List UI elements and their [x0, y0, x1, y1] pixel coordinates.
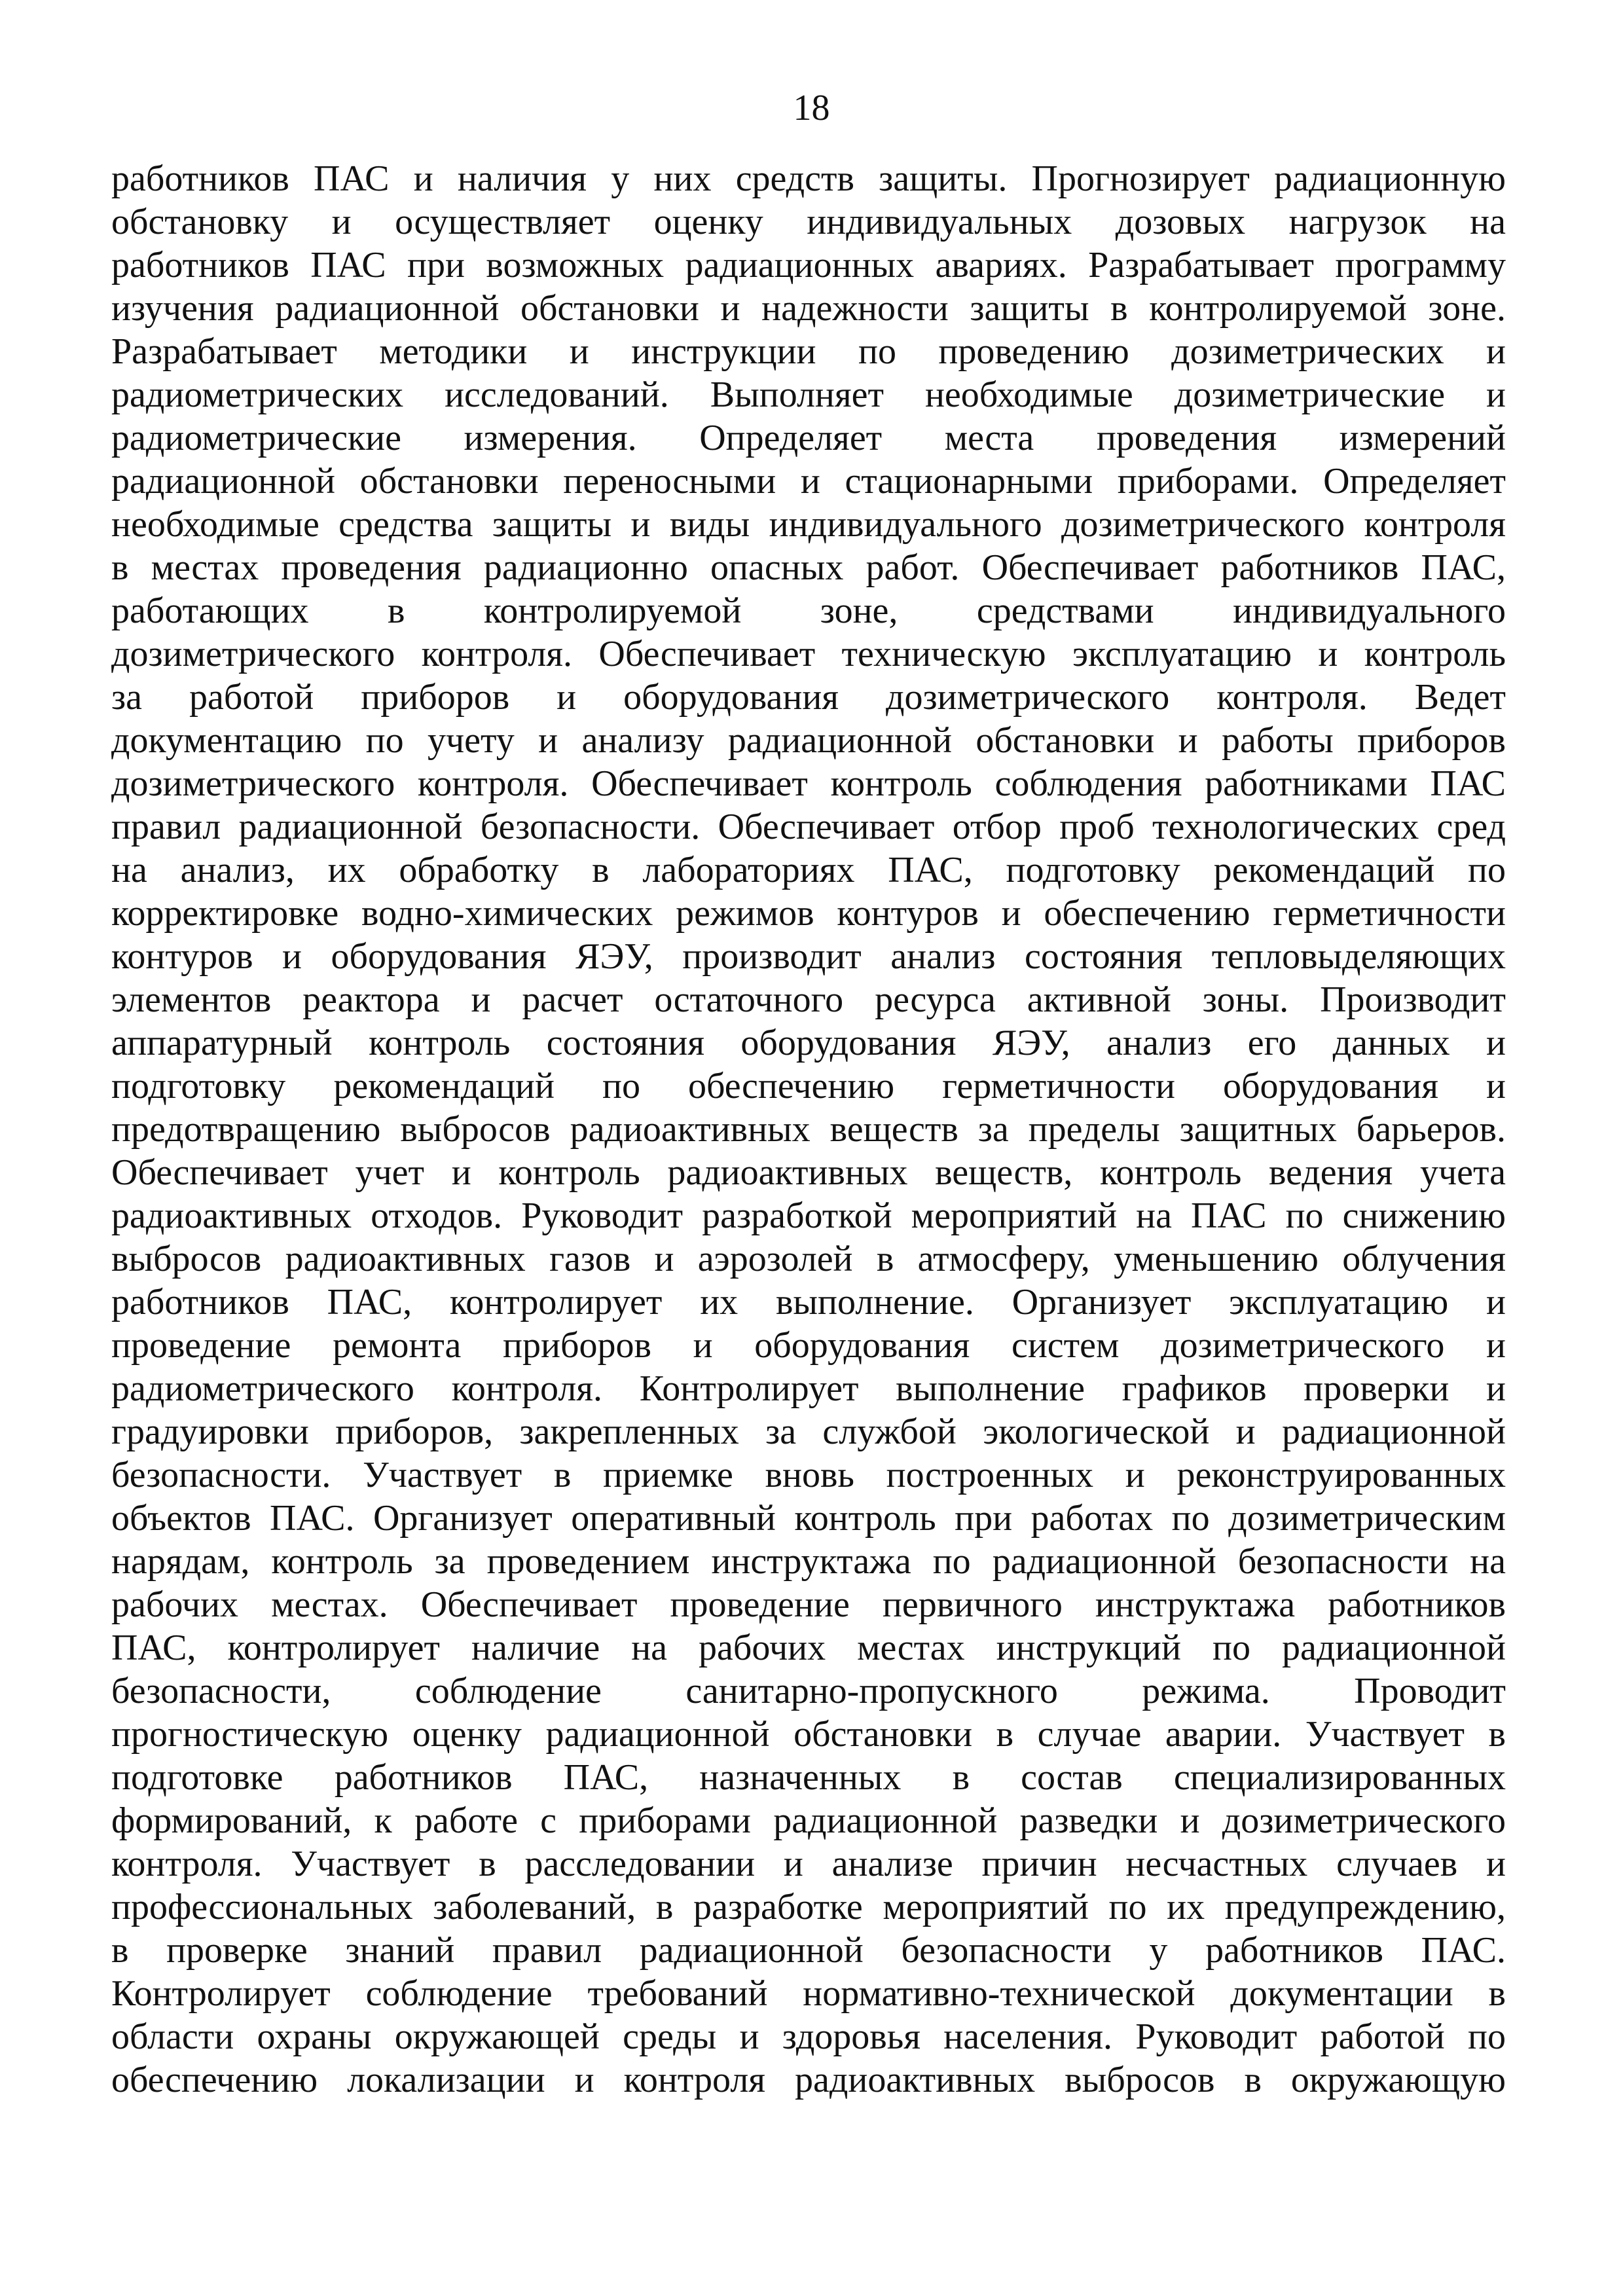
text-line: прогностическую оценку радиационной обстановки в случае аварии. Участвует в — [111, 1714, 1506, 1755]
text-line: ПАС, контролирует наличие на рабочих местах инструкций по радиационной — [111, 1628, 1506, 1668]
text-line: контроля. Участвует в расследовании и анализе причин несчастных случаев и — [111, 1844, 1506, 1884]
text-line: градуировки приборов, закрепленных за службой экологической и радиационной — [111, 1412, 1506, 1452]
text-line: изучения радиационной обстановки и надежности защиты в контролируемой зоне. — [111, 288, 1506, 329]
text-line: корректировке водно-химических режимов контуров и обеспечению герметичности — [111, 893, 1506, 934]
text-line: на анализ, их обработку в лабораториях ПАС, подготовку рекомендаций по — [111, 850, 1506, 890]
text-line: предотвращению выбросов радиоактивных веществ за пределы защитных барьеров. — [111, 1109, 1506, 1150]
text-line: необходимые средства защиты и виды индивидуального дозиметрического контроля — [111, 504, 1506, 545]
text-line: проведение ремонта приборов и оборудования систем дозиметрического и — [111, 1325, 1506, 1366]
text-line: обстановку и осуществляет оценку индивидуальных дозовых нагрузок на — [111, 202, 1506, 242]
text-line: работников ПАС при возможных радиационных авариях. Разрабатывает программу — [111, 245, 1506, 285]
text-line: элементов реактора и расчет остаточного ресурса активной зоны. Производит — [111, 979, 1506, 1020]
text-line: нарядам, контроль за проведением инструктажа по радиационной безопасности на — [111, 1541, 1506, 1582]
text-line: формирований, к работе с приборами радиационной разведки и дозиметрического — [111, 1800, 1506, 1841]
text-line: подготовку рекомендаций по обеспечению герметичности оборудования и — [111, 1066, 1506, 1106]
text-line: дозиметрического контроля. Обеспечивает техническую эксплуатацию и контроль — [111, 634, 1506, 674]
text-line: подготовке работников ПАС, назначенных в состав специализированных — [111, 1757, 1506, 1798]
text-line: профессиональных заболеваний, в разработке мероприятий по их предупреждению, — [111, 1887, 1506, 1927]
page-number: 18 — [793, 88, 830, 128]
text-line: обеспечению локализации и контроля радиоактивных выбросов в окружающую — [111, 2060, 1506, 2100]
text-line: радиометрических исследований. Выполняет необходимые дозиметрические и — [111, 374, 1506, 415]
text-line: работников ПАС, контролирует их выполнение. Организует эксплуатацию и — [111, 1282, 1506, 1322]
text-line: радиометрические измерения. Определяет места проведения измерений — [111, 418, 1506, 458]
text-line: Контролирует соблюдение требований нормативно-технической документации в — [111, 1973, 1506, 2014]
text-line: радиоактивных отходов. Руководит разработкой мероприятий на ПАС по снижению — [111, 1195, 1506, 1236]
text-line: правил радиационной безопасности. Обеспечивает отбор проб технологических сред — [111, 807, 1506, 847]
text-line: за работой приборов и оборудования дозиметрического контроля. Ведет — [111, 677, 1506, 718]
text-line: рабочих местах. Обеспечивает проведение первичного инструктажа работников — [111, 1584, 1506, 1625]
text-line: безопасности. Участвует в приемке вновь построенных и реконструированных — [111, 1455, 1506, 1495]
text-line: радиометрического контроля. Контролирует выполнение графиков проверки и — [111, 1368, 1506, 1409]
text-line: работающих в контролируемой зоне, средствами индивидуального — [111, 591, 1506, 631]
body-text — [111, 157, 1506, 2219]
text-line: радиационной обстановки переносными и стационарными приборами. Определяет — [111, 461, 1506, 501]
text-line: документацию по учету и анализу радиационной обстановки и работы приборов — [111, 720, 1506, 761]
text-line: объектов ПАС. Организует оперативный контроль при работах по дозиметрическим — [111, 1498, 1506, 1539]
text-line: выбросов радиоактивных газов и аэрозолей в атмосферу, уменьшению облучения — [111, 1239, 1506, 1279]
text-line: области охраны окружающей среды и здоровья населения. Руководит работой по — [111, 2016, 1506, 2057]
text-line: безопасности, соблюдение санитарно-пропускного режима. Проводит — [111, 1671, 1506, 1711]
text-line: в местах проведения радиационно опасных работ. Обеспечивает работников ПАС, — [111, 547, 1506, 588]
text-line: Разрабатывает методики и инструкции по проведению дозиметрических и — [111, 331, 1506, 372]
text-line: в проверке знаний правил радиационной безопасности у работников ПАС. — [111, 1930, 1506, 1971]
text-line: дозиметрического контроля. Обеспечивает контроль соблюдения работниками ПАС — [111, 763, 1506, 804]
text-line: аппаратурный контроль состояния оборудования ЯЭУ, анализ его данных и — [111, 1023, 1506, 1063]
text-line: контуров и оборудования ЯЭУ, производит анализ состояния тепловыделяющих — [111, 936, 1506, 977]
text-line: работников ПАС и наличия у них средств защиты. Прогнозирует радиационную — [111, 158, 1506, 199]
text-line: Обеспечивает учет и контроль радиоактивных веществ, контроль ведения учета — [111, 1152, 1506, 1193]
